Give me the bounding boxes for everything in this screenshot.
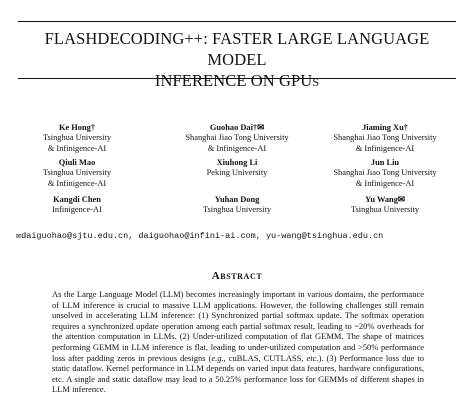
author-block (157, 123, 317, 154)
paper-title (18, 28, 456, 91)
author-affiliation: Infinigence-AI (52, 205, 102, 215)
author-affiliation: Tsinghua University (350, 205, 420, 215)
title-line-1 (18, 28, 456, 70)
title-rule-top (18, 21, 456, 22)
author-block (0, 195, 157, 216)
title-seg: MODEL (207, 50, 267, 69)
author-block (305, 123, 465, 154)
title-seg: FASTER (212, 29, 278, 48)
abstract-text: etc. (306, 352, 319, 363)
title-seg: F (44, 29, 54, 48)
author-block (0, 123, 157, 154)
abstract-heading: Abstract (211, 270, 263, 282)
author-name: Kangdi Chen (53, 195, 101, 204)
title-seg: INFERENCE ON (154, 71, 280, 90)
title-rule-bottom (18, 78, 456, 79)
author-name: Jun Liu (370, 158, 400, 167)
abstract-body (52, 289, 424, 395)
author-affiliation: Peking University (206, 168, 268, 178)
title-seg: LASH (53, 29, 98, 48)
author-affiliation: Tsinghua University (42, 133, 112, 143)
title-seg: D (97, 29, 110, 48)
author-affiliation: & Infinigence-AI (207, 143, 267, 153)
author-name: Xiuhong Li (216, 158, 258, 167)
author-affiliation: & Infinigence-AI (355, 143, 415, 153)
author-affiliation: Shanghai Jiao Tong University (333, 133, 437, 143)
author-name: Yu Wang✉ (365, 195, 405, 204)
contact-emails: ✉daiguohao@sjtu.edu.cn, daiguohao@infini-ai.com, yu-wang@tsinghua.edu.cn (16, 231, 384, 241)
author-name: Jiaming Xu† (362, 123, 408, 132)
author-block (305, 158, 465, 189)
author-affiliation: Tsinghua University (42, 168, 112, 178)
author-affiliation: & Infinigence-AI (355, 178, 415, 188)
title-line-2 (18, 70, 456, 91)
author-block (157, 195, 317, 216)
author-affiliation: Shanghai Jiao Tong University (333, 168, 437, 178)
title-seg: ECODING++: (109, 29, 213, 48)
abstract-text: , cuBLAS, CUTLASS, (223, 352, 307, 363)
author-name: Guohao Dai†✉ (209, 123, 265, 132)
title-seg: LARGE (277, 29, 337, 48)
author-affiliation: & Infinigence-AI (47, 143, 107, 153)
author-affiliation: & Infinigence-AI (47, 178, 107, 188)
author-affiliation: Tsinghua University (202, 205, 272, 215)
abstract-text: ). (3) Performance loss due to static dataflow. Kernel performance in LLM depends on varied input data features, hardware configurations, etc. A single and static dataflow may lead to a 50.25% performance loss for GEMMs of different shapes in LLM inference. (52, 352, 424, 395)
author-name: Yuhan Dong (214, 195, 260, 204)
author-name: Ke Hong† (58, 123, 96, 132)
title-seg: GPU (279, 71, 313, 90)
author-block (305, 195, 465, 216)
author-block (0, 158, 157, 189)
author-block (157, 158, 317, 179)
abstract-paragraph (52, 289, 424, 395)
title-seg: s (312, 71, 320, 90)
author-name: Qiuli Mao (58, 158, 96, 167)
abstract-text: e.g. (211, 352, 224, 363)
abstract-text: As the Large Language Model (LLM) becomes increasingly important in various domains, the performance of LLM inference is crucial to massive LLM applications. However, the following challenges still remain unsolved in accelerating LLM inference: (1) Synchronized partial softmax update. The softmax operation requires a synchronized update operation among each partial softmax result, leading to ~20% overheads for the attention computation in LLMs. (2) Under-utilized computation of flat GEMM. The shape of matrices performing GEMM in LLM inference is flat, leading to under-utilized computation and >50% performance loss after padding zeros in previous designs ( (52, 289, 424, 363)
author-affiliation: Shanghai Jiao Tong University (185, 133, 289, 143)
title-seg: LANGUAGE (336, 29, 430, 48)
